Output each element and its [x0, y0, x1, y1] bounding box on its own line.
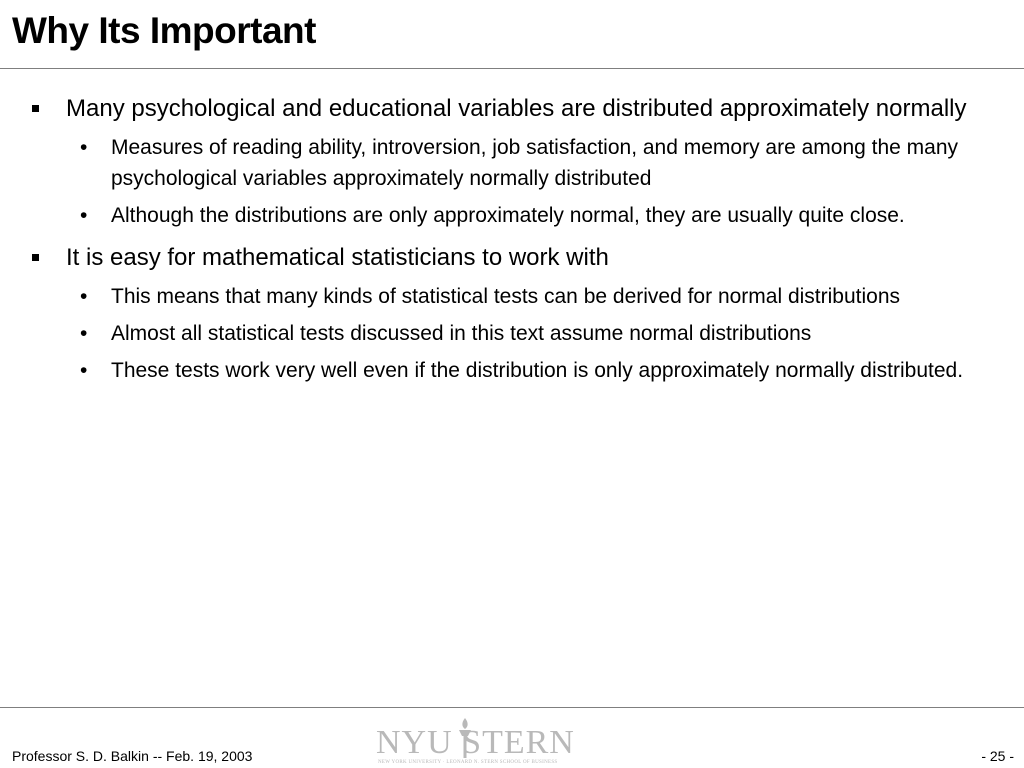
footer-author-date: Professor S. D. Balkin -- Feb. 19, 2003: [12, 748, 253, 764]
footer-divider: [0, 707, 1024, 708]
slide-body: [0, 92, 1024, 392]
bullet-level2: [0, 355, 1024, 386]
page-number: - 25 -: [981, 748, 1014, 764]
bullet-level1: [0, 241, 1024, 275]
bullet-level2: [0, 132, 1024, 194]
bullet-text: This means that many kinds of statistical tests can be derived for normal distributions: [111, 285, 901, 308]
bullet-text: Many psychological and educational variables are distributed approximately normally: [66, 95, 967, 122]
bullet-text: These tests work very well even if the distribution is only approximately normally distributed.: [111, 359, 964, 382]
logo-text: NYU STERN: [376, 724, 575, 761]
slide-title: Why Its Important: [12, 10, 316, 51]
bullet-level2: [0, 318, 1024, 349]
dot-bullet-icon: •: [80, 204, 88, 227]
dot-bullet-icon: •: [80, 322, 88, 345]
title-divider: [0, 68, 1024, 69]
dot-bullet-icon: •: [80, 136, 88, 159]
bullet-text: Measures of reading ability, introversion, job satisfaction, and memory are among the many psychological variables approximately normally distributed: [111, 136, 959, 190]
bullet-text: Almost all statistical tests discussed in this text assume normal distributions: [111, 322, 812, 345]
bullet-text: It is easy for mathematical statisticians to work with: [66, 244, 609, 271]
bullet-level2: [0, 281, 1024, 312]
bullet-level2: [0, 200, 1024, 231]
square-bullet-icon: [32, 254, 39, 261]
bullet-text: Although the distributions are only approximately normal, they are usually quite close.: [111, 204, 905, 227]
logo-subtext: NEW YORK UNIVERSITY · LEONARD N. STERN SCHOOL OF BUSINESS: [378, 760, 558, 765]
dot-bullet-icon: •: [80, 285, 88, 308]
nyu-stern-logo: [376, 714, 582, 766]
square-bullet-icon: [32, 105, 39, 112]
dot-bullet-icon: •: [80, 359, 88, 382]
bullet-level1: [0, 92, 1024, 126]
